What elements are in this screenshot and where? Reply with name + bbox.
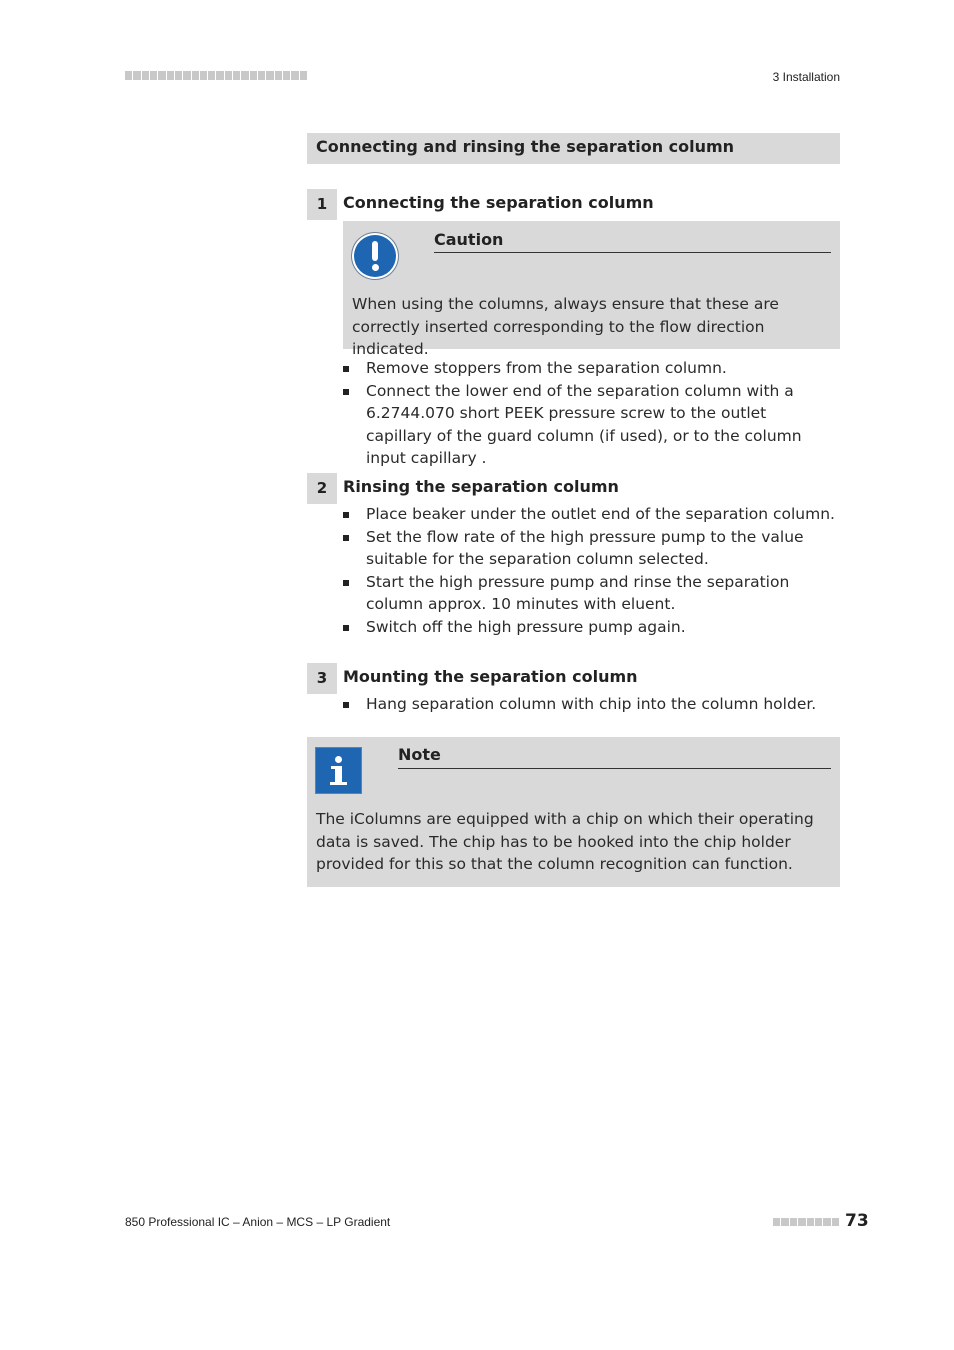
step-2-list: [343, 503, 835, 638]
info-icon: [316, 748, 361, 793]
list-item: Start the high pressure pump and rinse the separation column approx. 10 minutes with eluent.: [343, 571, 835, 616]
note-text: The iColumns are equipped with a chip on which their operating data is saved. The chip has to be hooked into the chip holder provided for this so that the column recognition can function.: [316, 810, 814, 873]
list-item: Set the flow rate of the high pressure pump to the value suitable for the separation column selected.: [343, 526, 835, 571]
step-number-2: 2: [307, 473, 337, 504]
note-heading: Note: [398, 745, 441, 764]
header-decoration: [125, 71, 307, 80]
step-title-1: Connecting the separation column: [343, 193, 654, 212]
list-item: Hang separation column with chip into the column holder.: [343, 693, 835, 716]
caution-text: When using the columns, always ensure that these are correctly inserted corresponding to the flow direction indicated.: [352, 295, 779, 358]
step-number-3: 3: [307, 663, 337, 694]
step-number-1: 1: [307, 189, 337, 220]
list-item: Switch off the high pressure pump again.: [343, 616, 835, 639]
caution-rule: [434, 252, 831, 253]
page-number: 73: [845, 1211, 869, 1231]
header-chapter: 3 Installation: [772, 70, 840, 84]
footer-decoration: [773, 1218, 839, 1226]
step-title-2: Rinsing the separation column: [343, 477, 619, 496]
step-title-3: Mounting the separation column: [343, 667, 638, 686]
footer-document-title: 850 Professional IC – Anion – MCS – LP Gradient: [125, 1215, 391, 1229]
step-1-list: [343, 357, 835, 470]
list-item: Remove stoppers from the separation column.: [343, 357, 835, 380]
step-3-list: [343, 693, 835, 716]
list-item: Place beaker under the outlet end of the separation column.: [343, 503, 835, 526]
exclamation-circle-icon: [352, 233, 398, 279]
section-title: Connecting and rinsing the separation column: [307, 133, 840, 164]
caution-heading: Caution: [434, 230, 504, 249]
note-rule: [398, 768, 831, 769]
list-item: Connect the lower end of the separation column with a 6.2744.070 short PEEK pressure screw to the outlet capillary of the guard column (if used), or to the column input capillary .: [343, 380, 835, 470]
